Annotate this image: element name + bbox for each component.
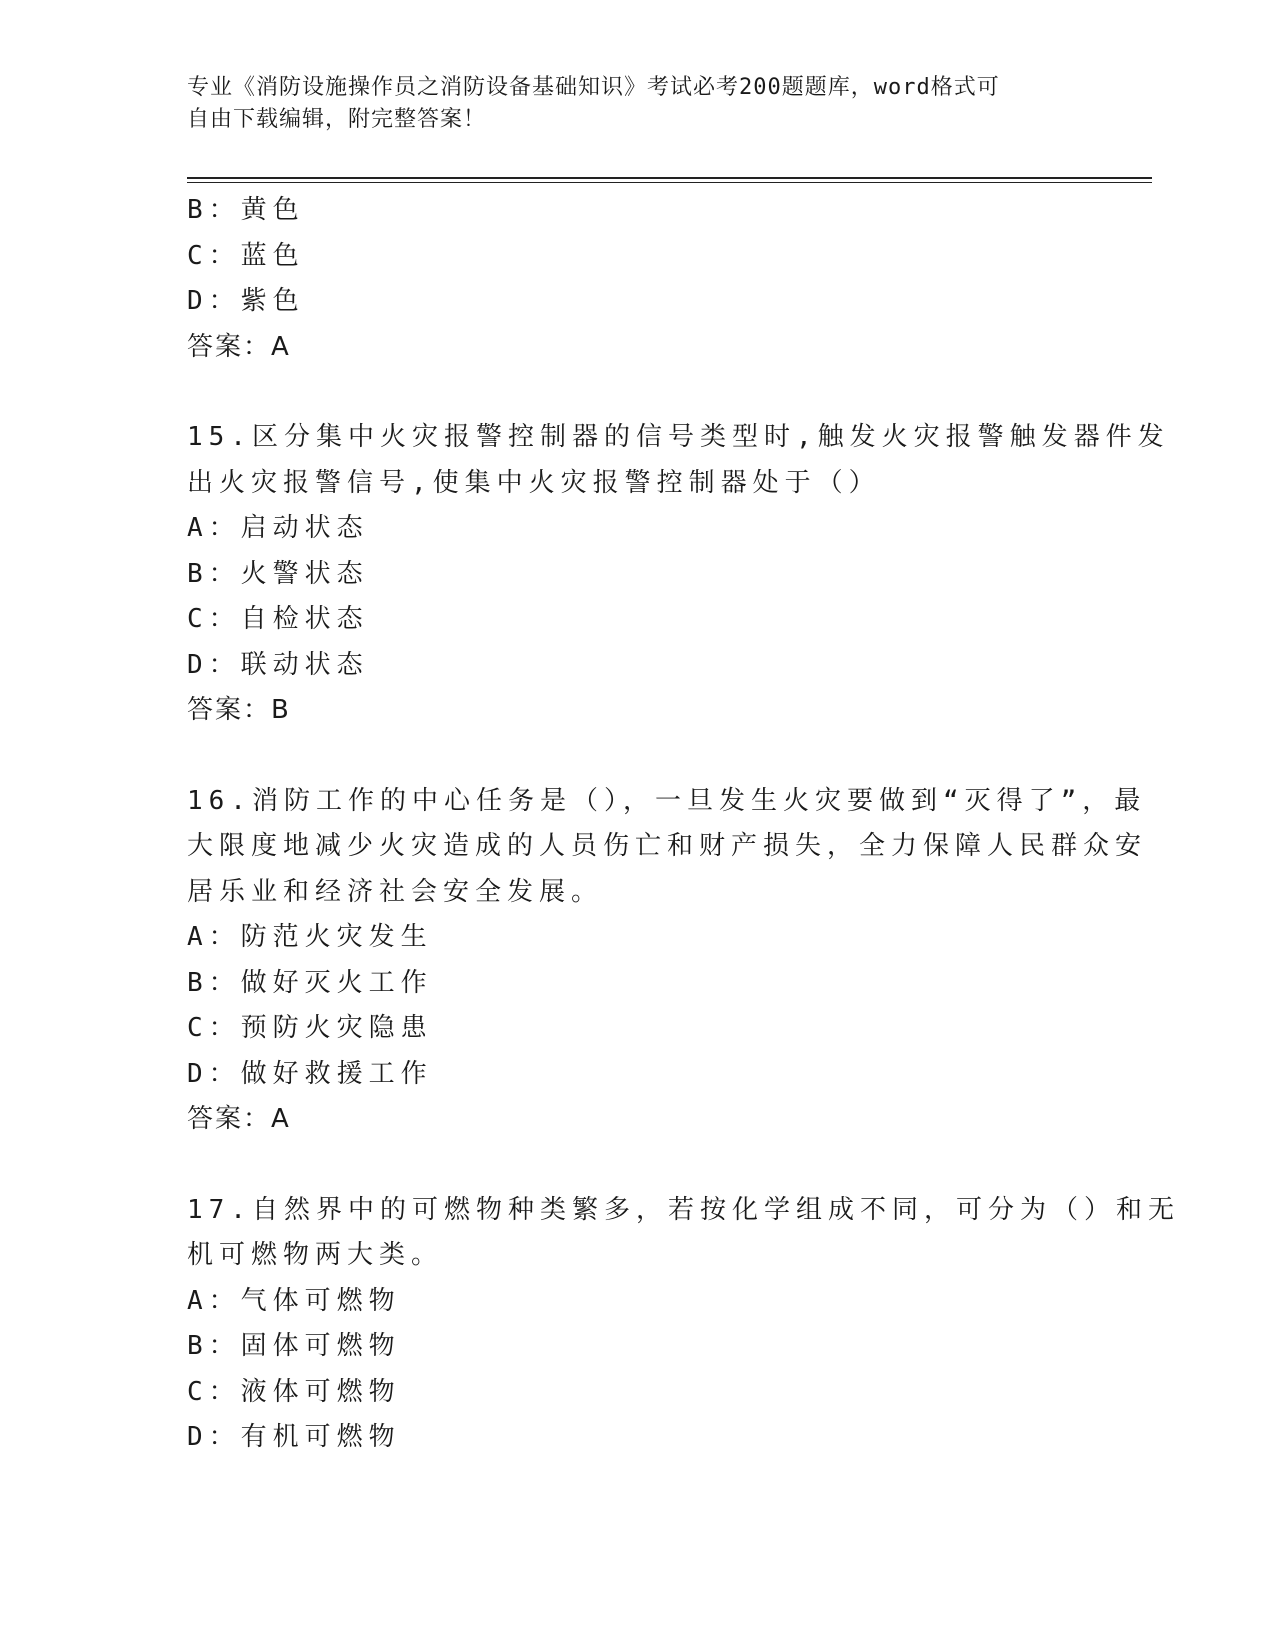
question-stem: 居乐业和经济社会安全发展。: [187, 876, 604, 907]
option-a: A：防范火灾发生: [187, 922, 433, 952]
answer-line: 答案：B: [187, 695, 291, 725]
question-stem: 机可燃物两大类。: [187, 1240, 444, 1270]
question-block-14-tail: [187, 188, 1087, 370]
option-d: D：做好救援工作: [187, 1058, 433, 1089]
spacer: [187, 1143, 1087, 1188]
option-c: C：预防火灾隐患: [187, 1013, 433, 1043]
question-stem: 15.区分集中火灾报警控制器的信号类型时,触发火灾报警触发器件发: [187, 422, 1170, 452]
option-a: A：气体可燃物: [187, 1285, 401, 1316]
option-c: C：自检状态: [187, 604, 369, 634]
spacer: [187, 370, 1087, 415]
question-stem: 出火灾报警信号,使集中火灾报警控制器处于（）: [187, 467, 881, 498]
header-rule-thin: [187, 182, 1152, 183]
option-d: D：紫色: [187, 286, 305, 316]
option-a: A：启动状态: [187, 513, 369, 543]
spacer: [187, 734, 1087, 779]
question-stem: 大限度地减少火灾造成的人员伤亡和财产损失，全力保障人民群众安: [187, 831, 1148, 861]
question-stem: 17.自然界中的可燃物种类繁多，若按化学组成不同，可分为（）和无: [187, 1194, 1180, 1225]
option-d: D：联动状态: [187, 649, 369, 680]
question-block-16: [187, 779, 1148, 1143]
option-b: B：火警状态: [187, 558, 369, 589]
question-block-15: [187, 415, 1170, 734]
question-stem: 16.消防工作的中心任务是（），一旦发生火灾要做到“灭得了”，最: [187, 785, 1147, 816]
option-d: D：有机可燃物: [187, 1422, 401, 1452]
page-header: [187, 72, 1067, 136]
header-rule-thick: [187, 177, 1152, 179]
answer-line: 答案：A: [187, 331, 291, 362]
header-line-1: 专业《消防设施操作员之消防设备基础知识》考试必考200题题库，word格式可: [187, 75, 1000, 100]
option-b: B：黄色: [187, 195, 305, 225]
option-c: C：蓝色: [187, 240, 305, 271]
option-b: B：固体可燃物: [187, 1331, 401, 1361]
question-content: [187, 188, 1180, 1461]
option-c: C：液体可燃物: [187, 1376, 401, 1407]
header-line-2: 自由下载编辑，附完整答案！: [187, 107, 487, 132]
option-b: B：做好灭火工作: [187, 967, 433, 998]
question-block-17: [187, 1188, 1180, 1461]
answer-line: 答案：A: [187, 1104, 291, 1134]
